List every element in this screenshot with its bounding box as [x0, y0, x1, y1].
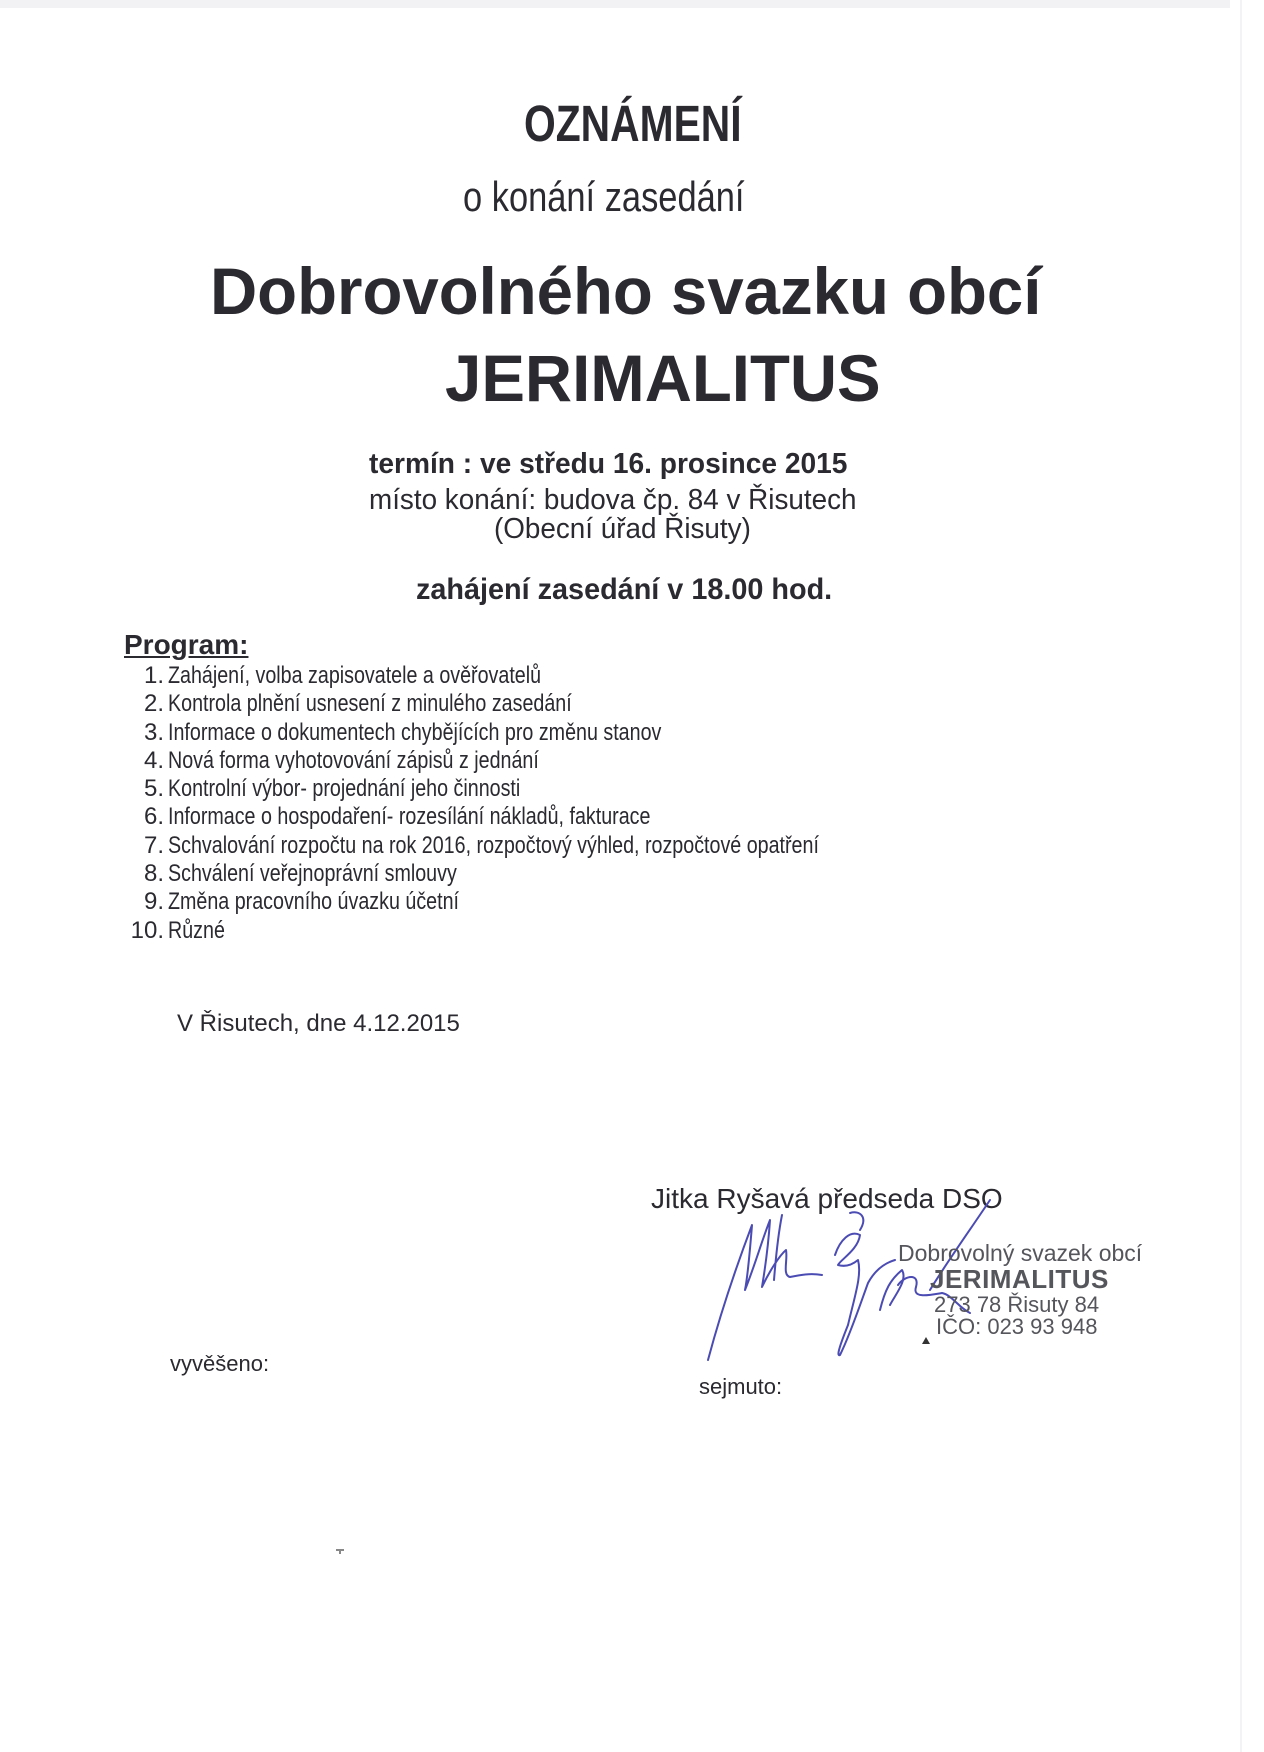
program-item-number-text: 3. [143, 718, 164, 746]
stamp-line-name: Dobrovolný svazek obcí [898, 1240, 1143, 1266]
removed-label: sejmuto: [699, 1374, 783, 1399]
meeting-start-time [416, 575, 850, 605]
program-item-number [116, 803, 164, 831]
program-item-text: Informace o hospodaření- rozesílání nákladů, fakturace [168, 803, 651, 831]
organization-name-text: Dobrovolného svazku obcí [210, 254, 1042, 328]
program-item [116, 917, 962, 945]
signature-stroke [708, 1220, 822, 1360]
program-item-text: Různé [168, 916, 225, 944]
notice-subtitle-text: o konání zasedání [463, 173, 745, 220]
signer-name: Jitka Ryšavá předseda DSO [651, 1183, 1003, 1214]
notice-subtitle [463, 173, 806, 220]
program-item [116, 888, 962, 916]
program-item [116, 719, 962, 747]
program-item-number-text: 4. [143, 746, 164, 774]
program-item [116, 832, 962, 860]
program-item-number [116, 775, 164, 803]
scan-speck [339, 1551, 341, 1554]
program-item [116, 662, 962, 690]
program-item-number [116, 719, 164, 747]
program-item-number [116, 917, 164, 945]
program-list [116, 662, 962, 945]
program-item-text: Schválení veřejnoprávní smlouvy [168, 860, 457, 888]
program-item-text: Kontrola plnění usnesení z minulého zasedání [168, 690, 572, 718]
meeting-start-time-text: zahájení zasedání v 18.00 hod. [416, 573, 833, 606]
scan-border-top [0, 0, 1230, 8]
program-item-text: Kontrolní výbor- projednání jeho činnosti [168, 775, 521, 803]
program-item [116, 747, 962, 775]
meeting-date [369, 450, 862, 479]
meeting-place-detail [494, 515, 762, 544]
program-item [116, 860, 962, 888]
signature-stroke [835, 1234, 895, 1356]
meeting-date-text: termín : ve středu 16. prosince 2015 [369, 448, 848, 480]
program-item-text: Nová forma vyhotovování zápisů z jednání [168, 746, 539, 774]
organization-code-text: JERIMALITUS [445, 341, 881, 415]
program-item-number-text: 9. [143, 888, 164, 916]
program-item-text: Informace o dokumentech chybějících pro změnu stanov [168, 718, 662, 746]
notice-title [524, 95, 796, 152]
signature-stroke [774, 1215, 782, 1280]
meeting-place-detail-text: (Obecní úřad Řisuty) [494, 513, 751, 545]
stamp-line-address: 273 78 Řisuty 84 [934, 1292, 1100, 1317]
program-item-number [116, 662, 164, 690]
stamp-line-code: JERIMALITUS [930, 1264, 1109, 1294]
organization-name [210, 254, 1050, 328]
notice-title-text: OZNÁMENÍ [524, 95, 742, 152]
signature-stroke [850, 1212, 863, 1230]
meeting-place [369, 486, 877, 515]
stamp-line-id: IČO: 023 93 948 [936, 1314, 1098, 1339]
program-item-number [116, 860, 164, 888]
program-item-text: Schvalování rozpočtu na rok 2016, rozpočtový výhled, rozpočtové opatření [168, 831, 819, 859]
program-item [116, 690, 962, 718]
program-heading: Program: [124, 629, 249, 660]
program-item-text: Zahájení, volba zapisovatele a ověřovatelů [168, 662, 542, 689]
program-item-number-text: 2. [143, 690, 164, 718]
stamp-mark-icon [922, 1337, 930, 1344]
scan-border-right [1240, 0, 1242, 1752]
program-item-number-text: 10. [130, 916, 164, 944]
program-item-number-text: 6. [143, 803, 164, 831]
program-item-number-text: 7. [143, 831, 164, 859]
program-item-number [116, 888, 164, 916]
meeting-place-text: místo konání: budova čp. 84 v Řisutech [369, 484, 857, 516]
program-item-number [116, 747, 164, 775]
program-item-number-text: 5. [143, 775, 164, 803]
organization-code [445, 341, 885, 415]
program-item [116, 803, 962, 831]
posted-label: vyvěšeno: [170, 1351, 270, 1376]
program-item-number [116, 832, 164, 860]
signature-stroke [880, 1270, 904, 1310]
program-item-text: Změna pracovního úvazku účetní [168, 888, 459, 916]
program-item [116, 775, 962, 803]
program-item-number [116, 690, 164, 718]
program-item-number-text: 1. [143, 662, 164, 689]
program-item-number-text: 8. [143, 860, 164, 888]
date-line: V Řisutech, dne 4.12.2015 [177, 1010, 460, 1037]
